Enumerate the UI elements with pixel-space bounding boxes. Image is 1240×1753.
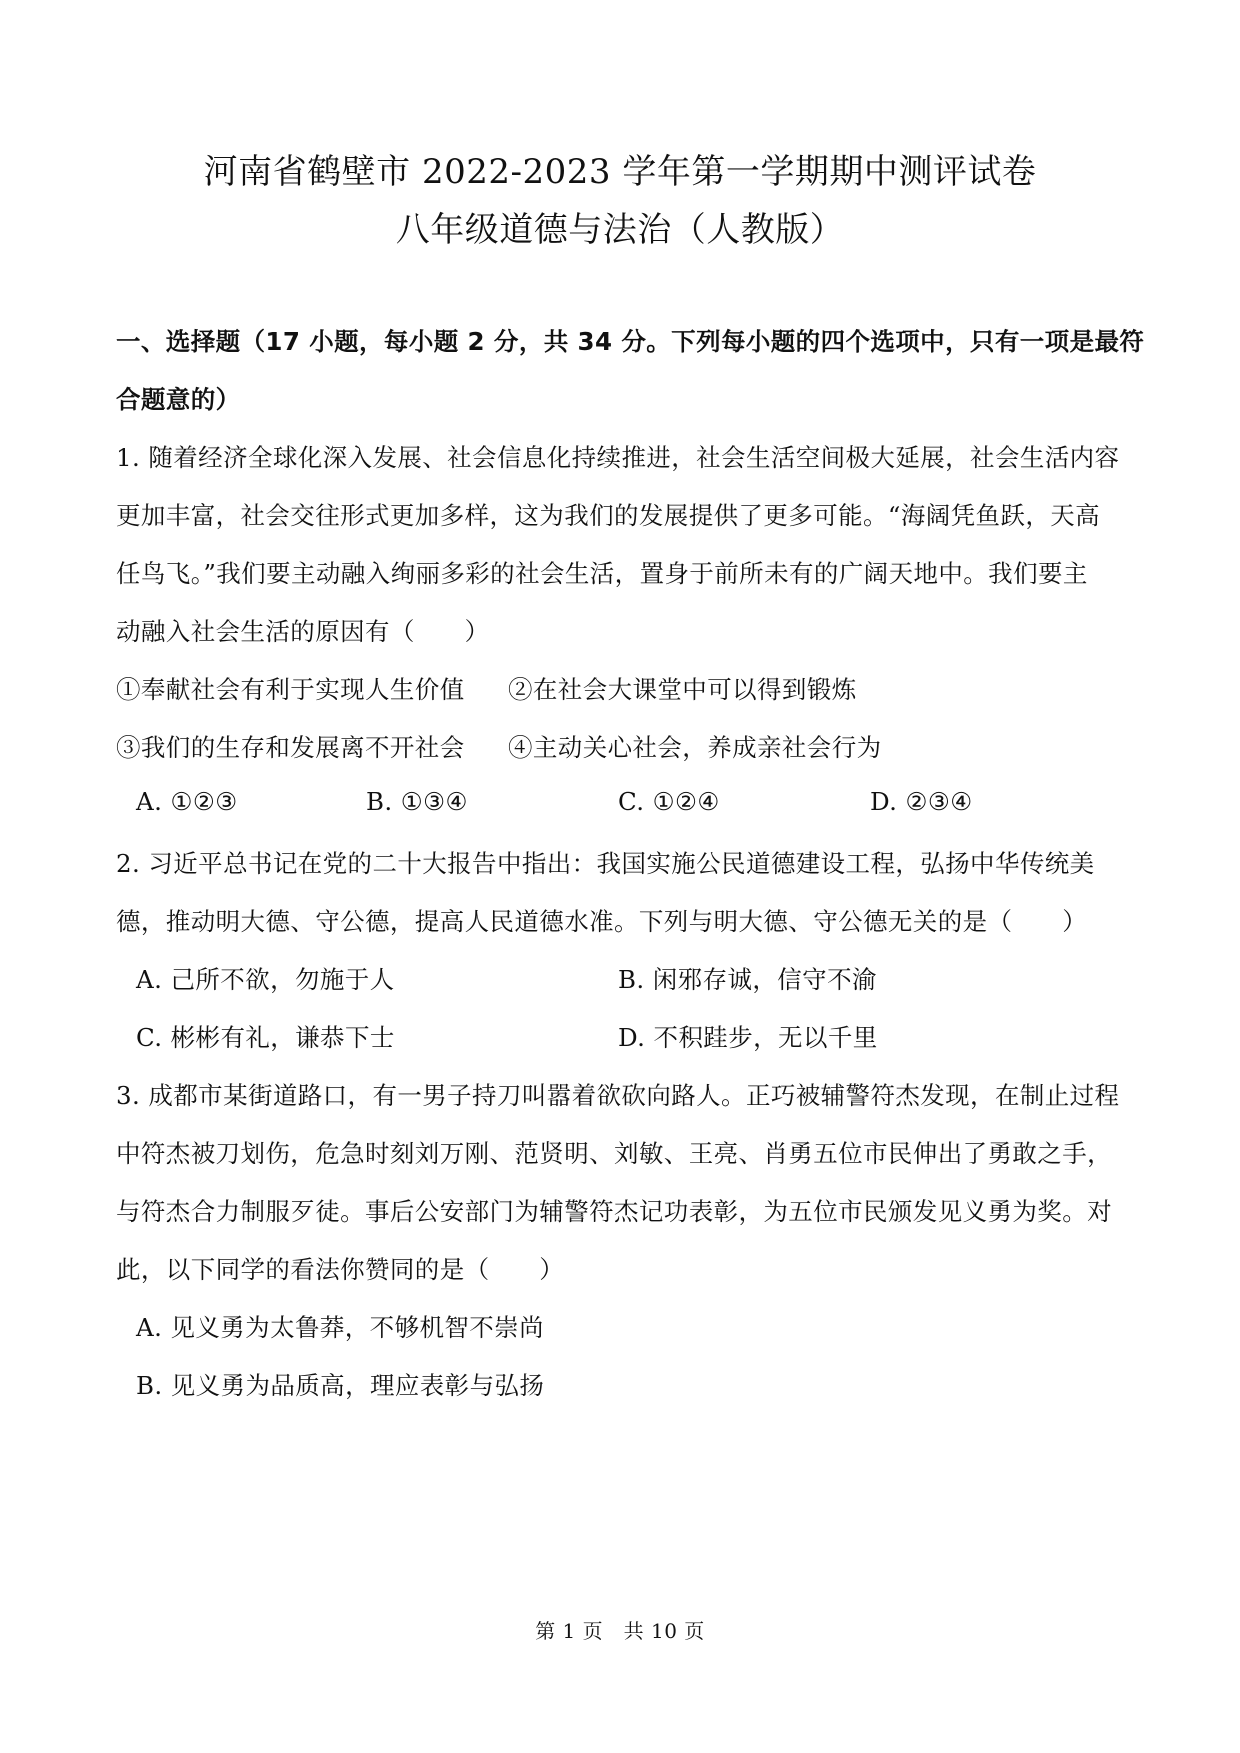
- answer-option-a: A. ①②③: [136, 787, 238, 816]
- statement-item: ②在社会大课堂中可以得到锻炼: [508, 675, 857, 704]
- question-text-line: 动融入社会生活的原因有（ ）: [116, 617, 490, 646]
- question-text-line: 此，以下同学的看法你赞同的是（ ）: [116, 1255, 565, 1284]
- exam-subtitle: 八年级道德与法治（人教版）: [395, 210, 845, 250]
- answer-option-b: B. 见义勇为品质高，理应表彰与弘扬: [136, 1371, 545, 1400]
- statement-item: ③我们的生存和发展离不开社会: [116, 733, 465, 762]
- answer-option-a: A. 己所不欲，勿施于人: [136, 965, 395, 994]
- exam-title: 河南省鹤壁市 2022-2023 学年第一学期期中测评试卷: [203, 152, 1037, 192]
- question-text-line: 德，推动明大德、守公德，提高人民道德水准。下列与明大德、守公德无关的是（ ）: [116, 907, 1088, 936]
- answer-option-a: A. 见义勇为太鲁莽，不够机智不崇尚: [136, 1313, 544, 1342]
- answer-option-c: C. ①②④: [618, 787, 720, 816]
- statement-item: ④主动关心社会，养成亲社会行为: [508, 733, 882, 762]
- question-text-line: 与符杰合力制服歹徒。事后公安部门为辅警符杰记功表彰，为五位市民颁发见义勇为奖。对: [116, 1197, 1112, 1226]
- statement-item: ①奉献社会有利于实现人生价值: [116, 675, 465, 704]
- question-text-line: 更加丰富，社会交往形式更加多样，这为我们的发展提供了更多可能。“海阔凭鱼跃，天高: [116, 501, 1101, 530]
- section-heading-line-2: 合题意的）: [116, 385, 241, 414]
- question-text-line: 3. 成都市某街道路口，有一男子持刀叫嚣着欲砍向路人。正巧被辅警符杰发现，在制止过程: [116, 1081, 1120, 1110]
- answer-option-d: D. ②③④: [870, 787, 973, 816]
- answer-option-d: D. 不积跬步，无以千里: [618, 1023, 878, 1052]
- page-number: 第 1 页 共 10 页: [535, 1619, 705, 1643]
- section-heading-line-1: 一、选择题（17 小题，每小题 2 分，共 34 分。下列每小题的四个选项中，只有一项是最符: [116, 327, 1145, 356]
- question-text-line: 中符杰被刀划伤，危急时刻刘万刚、范贤明、刘敏、王亮、肖勇五位市民伸出了勇敢之手，: [116, 1139, 1112, 1168]
- answer-option-c: C. 彬彬有礼，谦恭下士: [136, 1023, 395, 1052]
- question-text-line: 任鸟飞。”我们要主动融入绚丽多彩的社会生活，置身于前所未有的广阔天地中。我们要主: [116, 559, 1088, 588]
- question-text-line: 2. 习近平总书记在党的二十大报告中指出：我国实施公民道德建设工程，弘扬中华传统美: [116, 849, 1095, 878]
- answer-option-b: B. ①③④: [366, 787, 468, 816]
- question-text-line: 1. 随着经济全球化深入发展、社会信息化持续推进，社会生活空间极大延展，社会生活内容: [116, 443, 1120, 472]
- answer-option-b: B. 闲邪存诚，信守不渝: [618, 965, 877, 994]
